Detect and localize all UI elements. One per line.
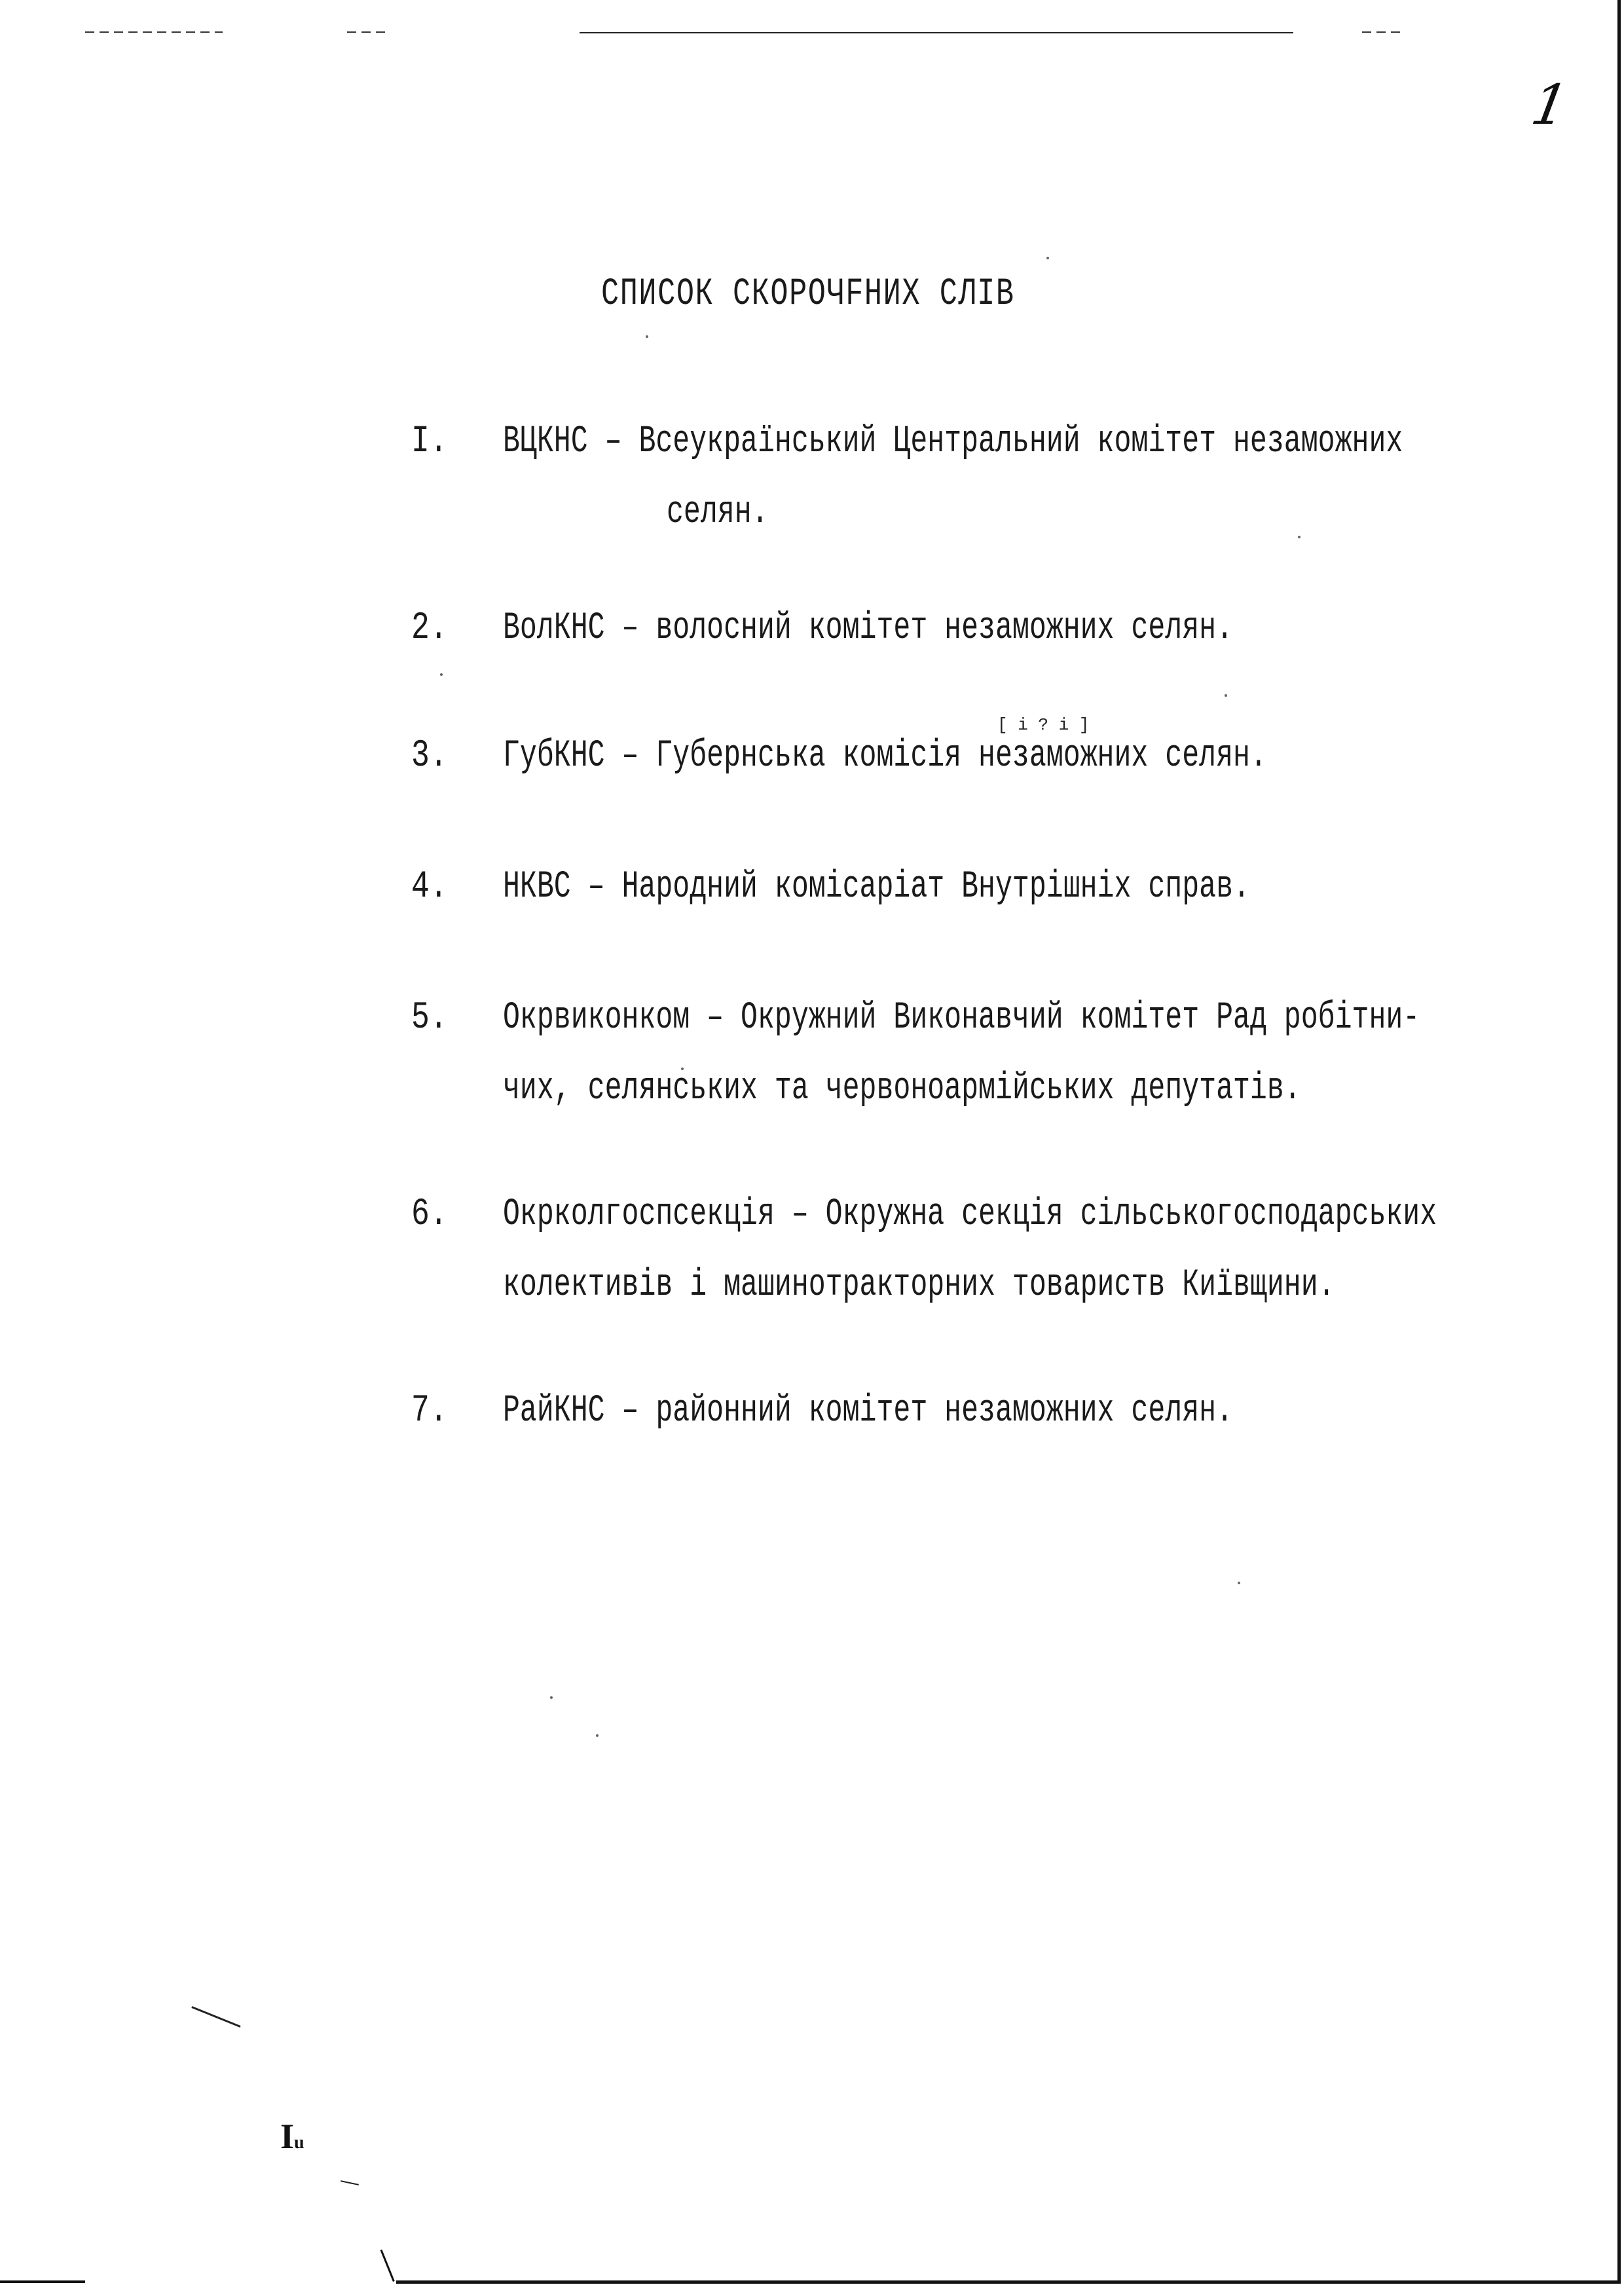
speck — [550, 1696, 553, 1699]
top-rule-left — [85, 31, 223, 33]
list-item-number: 4. — [411, 866, 448, 908]
page-number-main: I — [280, 2117, 295, 2156]
stray-mark-bottom — [341, 2180, 359, 2185]
list-item-number: 7. — [411, 1390, 448, 1432]
page-number — [280, 2117, 304, 2163]
top-rule-left-2 — [347, 31, 386, 33]
speck — [596, 1734, 599, 1737]
bottom-corner-tick — [380, 2250, 395, 2282]
list-item-text: НКВС – Народний комісаріат Внутрішніх справ. — [503, 866, 1250, 908]
list-item-text-continuation: колективів і машинотракторних товариств Київщини. — [503, 1264, 1335, 1307]
list-item-text: Окрвиконком – Окружний Виконавчий комітет Рад робітни- — [503, 997, 1420, 1039]
handwritten-correction: [ і ? і ] — [997, 715, 1090, 735]
list-item-number: 3. — [411, 735, 448, 777]
list-item-text: ВЦКНС – Всеукраїнський Центральний комітет незаможних — [503, 420, 1403, 463]
speck — [1298, 536, 1301, 538]
bottom-border-left-line — [0, 2280, 85, 2283]
speck — [440, 673, 443, 676]
list-item-text: РайКНС – районний комітет незаможних селян. — [503, 1390, 1234, 1432]
stray-mark-left — [191, 2006, 240, 2028]
speck — [1238, 1582, 1240, 1584]
folio-number: 1 — [1526, 73, 1574, 137]
list-item-number: 6. — [411, 1193, 448, 1236]
speck — [1225, 694, 1227, 697]
top-rule-right — [1362, 31, 1401, 33]
top-rule-center — [580, 32, 1293, 33]
page-number-suffix: u — [294, 2132, 304, 2153]
list-item-text-continuation: чих, селянських та червоноармійських депутатів. — [503, 1068, 1301, 1110]
list-item-number: I. — [411, 420, 448, 463]
list-item-text: ГубКНС – Губернська комісія незаможних селян. — [503, 735, 1267, 777]
list-item-text-continuation: селян. — [667, 491, 769, 534]
list-item-text: ВолКНС – волосний комітет незаможних селян. — [503, 607, 1234, 650]
list-item-number: 5. — [411, 997, 448, 1039]
document-title: СПИСОК СКОРОЧFНИХ СЛIВ — [601, 273, 1015, 316]
speck — [646, 335, 648, 338]
speck — [1046, 257, 1049, 259]
list-item-number: 2. — [411, 607, 448, 650]
bottom-border-right-line — [396, 2280, 1621, 2284]
list-item-text: Окрколгоспсекція – Окружна секція сільськогосподарських — [503, 1193, 1437, 1236]
right-border-line — [1617, 0, 1621, 2282]
